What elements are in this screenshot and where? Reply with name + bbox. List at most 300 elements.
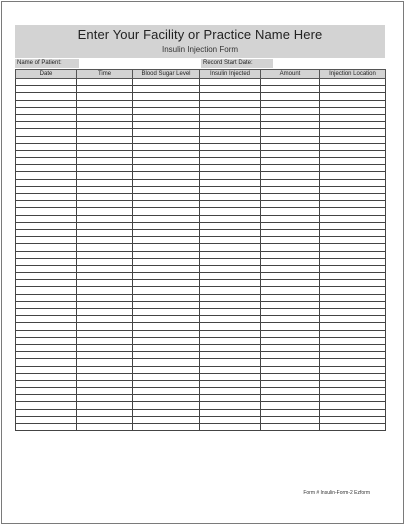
cell-insulin-injected[interactable]: [200, 416, 261, 423]
cell-time[interactable]: [77, 172, 133, 179]
cell-time[interactable]: [77, 215, 133, 222]
cell-insulin-injected[interactable]: [200, 93, 261, 100]
cell-amount[interactable]: [261, 301, 320, 308]
cell-injection-location[interactable]: [320, 344, 386, 351]
cell-time[interactable]: [77, 244, 133, 251]
table-header-row: [16, 70, 386, 79]
table-row: [16, 107, 386, 114]
cell-amount[interactable]: [261, 373, 320, 380]
cell-blood-sugar[interactable]: [133, 208, 200, 215]
cell-amount[interactable]: [261, 194, 320, 201]
cell-blood-sugar[interactable]: [133, 416, 200, 423]
cell-insulin-injected[interactable]: [200, 215, 261, 222]
cell-date[interactable]: [16, 100, 77, 107]
cell-date[interactable]: [16, 344, 77, 351]
cell-time[interactable]: [77, 222, 133, 229]
cell-amount[interactable]: [261, 352, 320, 359]
cell-blood-sugar[interactable]: [133, 287, 200, 294]
cell-time[interactable]: [77, 208, 133, 215]
cell-blood-sugar[interactable]: [133, 380, 200, 387]
cell-amount[interactable]: [261, 244, 320, 251]
cell-time[interactable]: [77, 265, 133, 272]
cell-injection-location[interactable]: [320, 215, 386, 222]
cell-insulin-injected[interactable]: [200, 287, 261, 294]
cell-time[interactable]: [77, 150, 133, 157]
cell-time[interactable]: [77, 201, 133, 208]
cell-time[interactable]: [77, 424, 133, 431]
cell-injection-location[interactable]: [320, 402, 386, 409]
cell-insulin-injected[interactable]: [200, 136, 261, 143]
cell-insulin-injected[interactable]: [200, 114, 261, 121]
cell-date[interactable]: [16, 316, 77, 323]
cell-injection-location[interactable]: [320, 388, 386, 395]
cell-amount[interactable]: [261, 309, 320, 316]
cell-date[interactable]: [16, 107, 77, 114]
cell-injection-location[interactable]: [320, 79, 386, 86]
cell-time[interactable]: [77, 251, 133, 258]
cell-amount[interactable]: [261, 100, 320, 107]
cell-time[interactable]: [77, 194, 133, 201]
cell-date[interactable]: [16, 258, 77, 265]
cell-amount[interactable]: [261, 201, 320, 208]
cell-amount[interactable]: [261, 280, 320, 287]
cell-amount[interactable]: [261, 258, 320, 265]
cell-amount[interactable]: [261, 273, 320, 280]
cell-injection-location[interactable]: [320, 265, 386, 272]
cell-injection-location[interactable]: [320, 208, 386, 215]
cell-amount[interactable]: [261, 323, 320, 330]
cell-amount[interactable]: [261, 165, 320, 172]
cell-injection-location[interactable]: [320, 301, 386, 308]
cell-insulin-injected[interactable]: [200, 395, 261, 402]
cell-time[interactable]: [77, 402, 133, 409]
cell-insulin-injected[interactable]: [200, 352, 261, 359]
cell-insulin-injected[interactable]: [200, 251, 261, 258]
cell-date[interactable]: [16, 416, 77, 423]
cell-amount[interactable]: [261, 215, 320, 222]
cell-time[interactable]: [77, 359, 133, 366]
cell-time[interactable]: [77, 294, 133, 301]
cell-injection-location[interactable]: [320, 366, 386, 373]
cell-injection-location[interactable]: [320, 359, 386, 366]
cell-blood-sugar[interactable]: [133, 150, 200, 157]
cell-date[interactable]: [16, 424, 77, 431]
cell-date[interactable]: [16, 129, 77, 136]
cell-blood-sugar[interactable]: [133, 352, 200, 359]
cell-insulin-injected[interactable]: [200, 373, 261, 380]
cell-time[interactable]: [77, 179, 133, 186]
cell-date[interactable]: [16, 280, 77, 287]
cell-amount[interactable]: [261, 359, 320, 366]
cell-time[interactable]: [77, 344, 133, 351]
cell-injection-location[interactable]: [320, 330, 386, 337]
cell-injection-location[interactable]: [320, 129, 386, 136]
cell-date[interactable]: [16, 395, 77, 402]
cell-injection-location[interactable]: [320, 251, 386, 258]
cell-insulin-injected[interactable]: [200, 122, 261, 129]
cell-date[interactable]: [16, 359, 77, 366]
cell-blood-sugar[interactable]: [133, 424, 200, 431]
cell-time[interactable]: [77, 229, 133, 236]
cell-date[interactable]: [16, 158, 77, 165]
cell-insulin-injected[interactable]: [200, 222, 261, 229]
cell-injection-location[interactable]: [320, 194, 386, 201]
cell-injection-location[interactable]: [320, 273, 386, 280]
cell-date[interactable]: [16, 215, 77, 222]
cell-amount[interactable]: [261, 424, 320, 431]
cell-blood-sugar[interactable]: [133, 301, 200, 308]
cell-insulin-injected[interactable]: [200, 366, 261, 373]
cell-amount[interactable]: [261, 186, 320, 193]
cell-blood-sugar[interactable]: [133, 237, 200, 244]
cell-insulin-injected[interactable]: [200, 107, 261, 114]
cell-blood-sugar[interactable]: [133, 129, 200, 136]
cell-injection-location[interactable]: [320, 158, 386, 165]
cell-time[interactable]: [77, 79, 133, 86]
cell-blood-sugar[interactable]: [133, 186, 200, 193]
cell-date[interactable]: [16, 143, 77, 150]
cell-injection-location[interactable]: [320, 287, 386, 294]
cell-injection-location[interactable]: [320, 165, 386, 172]
cell-amount[interactable]: [261, 294, 320, 301]
cell-blood-sugar[interactable]: [133, 337, 200, 344]
cell-time[interactable]: [77, 136, 133, 143]
cell-date[interactable]: [16, 172, 77, 179]
cell-insulin-injected[interactable]: [200, 323, 261, 330]
cell-insulin-injected[interactable]: [200, 150, 261, 157]
cell-injection-location[interactable]: [320, 352, 386, 359]
cell-injection-location[interactable]: [320, 258, 386, 265]
cell-blood-sugar[interactable]: [133, 309, 200, 316]
cell-blood-sugar[interactable]: [133, 373, 200, 380]
cell-blood-sugar[interactable]: [133, 366, 200, 373]
cell-date[interactable]: [16, 179, 77, 186]
cell-time[interactable]: [77, 165, 133, 172]
cell-time[interactable]: [77, 309, 133, 316]
cell-injection-location[interactable]: [320, 424, 386, 431]
cell-blood-sugar[interactable]: [133, 165, 200, 172]
cell-time[interactable]: [77, 122, 133, 129]
cell-amount[interactable]: [261, 316, 320, 323]
cell-blood-sugar[interactable]: [133, 280, 200, 287]
cell-injection-location[interactable]: [320, 100, 386, 107]
cell-amount[interactable]: [261, 229, 320, 236]
record-start-date-field[interactable]: [273, 59, 385, 68]
cell-injection-location[interactable]: [320, 244, 386, 251]
cell-injection-location[interactable]: [320, 316, 386, 323]
cell-blood-sugar[interactable]: [133, 114, 200, 121]
cell-insulin-injected[interactable]: [200, 86, 261, 93]
cell-insulin-injected[interactable]: [200, 79, 261, 86]
cell-date[interactable]: [16, 201, 77, 208]
cell-time[interactable]: [77, 93, 133, 100]
cell-blood-sugar[interactable]: [133, 265, 200, 272]
cell-blood-sugar[interactable]: [133, 172, 200, 179]
cell-insulin-injected[interactable]: [200, 402, 261, 409]
cell-insulin-injected[interactable]: [200, 294, 261, 301]
cell-time[interactable]: [77, 114, 133, 121]
cell-time[interactable]: [77, 409, 133, 416]
cell-date[interactable]: [16, 309, 77, 316]
cell-amount[interactable]: [261, 222, 320, 229]
cell-insulin-injected[interactable]: [200, 165, 261, 172]
cell-date[interactable]: [16, 93, 77, 100]
cell-blood-sugar[interactable]: [133, 215, 200, 222]
cell-insulin-injected[interactable]: [200, 194, 261, 201]
cell-insulin-injected[interactable]: [200, 129, 261, 136]
cell-injection-location[interactable]: [320, 373, 386, 380]
cell-amount[interactable]: [261, 337, 320, 344]
cell-date[interactable]: [16, 373, 77, 380]
cell-injection-location[interactable]: [320, 337, 386, 344]
cell-amount[interactable]: [261, 395, 320, 402]
cell-blood-sugar[interactable]: [133, 79, 200, 86]
cell-date[interactable]: [16, 330, 77, 337]
cell-insulin-injected[interactable]: [200, 172, 261, 179]
cell-time[interactable]: [77, 416, 133, 423]
cell-blood-sugar[interactable]: [133, 107, 200, 114]
cell-blood-sugar[interactable]: [133, 143, 200, 150]
cell-amount[interactable]: [261, 388, 320, 395]
cell-injection-location[interactable]: [320, 409, 386, 416]
cell-insulin-injected[interactable]: [200, 424, 261, 431]
cell-date[interactable]: [16, 409, 77, 416]
cell-blood-sugar[interactable]: [133, 201, 200, 208]
cell-injection-location[interactable]: [320, 143, 386, 150]
cell-blood-sugar[interactable]: [133, 86, 200, 93]
cell-blood-sugar[interactable]: [133, 179, 200, 186]
cell-injection-location[interactable]: [320, 136, 386, 143]
cell-injection-location[interactable]: [320, 201, 386, 208]
cell-amount[interactable]: [261, 172, 320, 179]
cell-date[interactable]: [16, 265, 77, 272]
cell-amount[interactable]: [261, 366, 320, 373]
cell-time[interactable]: [77, 366, 133, 373]
cell-insulin-injected[interactable]: [200, 273, 261, 280]
cell-time[interactable]: [77, 337, 133, 344]
cell-amount[interactable]: [261, 93, 320, 100]
cell-time[interactable]: [77, 388, 133, 395]
cell-blood-sugar[interactable]: [133, 388, 200, 395]
cell-amount[interactable]: [261, 86, 320, 93]
cell-amount[interactable]: [261, 237, 320, 244]
cell-time[interactable]: [77, 258, 133, 265]
cell-injection-location[interactable]: [320, 150, 386, 157]
cell-date[interactable]: [16, 165, 77, 172]
cell-blood-sugar[interactable]: [133, 100, 200, 107]
cell-time[interactable]: [77, 395, 133, 402]
cell-blood-sugar[interactable]: [133, 294, 200, 301]
cell-blood-sugar[interactable]: [133, 330, 200, 337]
cell-amount[interactable]: [261, 208, 320, 215]
cell-insulin-injected[interactable]: [200, 388, 261, 395]
cell-amount[interactable]: [261, 402, 320, 409]
cell-blood-sugar[interactable]: [133, 229, 200, 236]
cell-insulin-injected[interactable]: [200, 316, 261, 323]
cell-time[interactable]: [77, 186, 133, 193]
cell-date[interactable]: [16, 208, 77, 215]
cell-blood-sugar[interactable]: [133, 244, 200, 251]
cell-injection-location[interactable]: [320, 172, 386, 179]
cell-time[interactable]: [77, 237, 133, 244]
cell-insulin-injected[interactable]: [200, 344, 261, 351]
cell-time[interactable]: [77, 330, 133, 337]
cell-insulin-injected[interactable]: [200, 201, 261, 208]
cell-blood-sugar[interactable]: [133, 258, 200, 265]
cell-date[interactable]: [16, 237, 77, 244]
cell-blood-sugar[interactable]: [133, 323, 200, 330]
cell-date[interactable]: [16, 301, 77, 308]
cell-injection-location[interactable]: [320, 280, 386, 287]
cell-amount[interactable]: [261, 150, 320, 157]
cell-amount[interactable]: [261, 380, 320, 387]
cell-blood-sugar[interactable]: [133, 344, 200, 351]
cell-date[interactable]: [16, 229, 77, 236]
cell-injection-location[interactable]: [320, 380, 386, 387]
cell-amount[interactable]: [261, 136, 320, 143]
cell-blood-sugar[interactable]: [133, 409, 200, 416]
cell-insulin-injected[interactable]: [200, 237, 261, 244]
cell-time[interactable]: [77, 352, 133, 359]
cell-injection-location[interactable]: [320, 122, 386, 129]
cell-amount[interactable]: [261, 179, 320, 186]
cell-date[interactable]: [16, 352, 77, 359]
cell-insulin-injected[interactable]: [200, 265, 261, 272]
cell-insulin-injected[interactable]: [200, 143, 261, 150]
cell-time[interactable]: [77, 323, 133, 330]
cell-injection-location[interactable]: [320, 416, 386, 423]
cell-amount[interactable]: [261, 122, 320, 129]
cell-blood-sugar[interactable]: [133, 316, 200, 323]
cell-time[interactable]: [77, 316, 133, 323]
cell-insulin-injected[interactable]: [200, 409, 261, 416]
cell-date[interactable]: [16, 222, 77, 229]
cell-injection-location[interactable]: [320, 107, 386, 114]
cell-amount[interactable]: [261, 409, 320, 416]
cell-blood-sugar[interactable]: [133, 122, 200, 129]
cell-insulin-injected[interactable]: [200, 337, 261, 344]
cell-blood-sugar[interactable]: [133, 251, 200, 258]
cell-time[interactable]: [77, 373, 133, 380]
cell-insulin-injected[interactable]: [200, 258, 261, 265]
cell-insulin-injected[interactable]: [200, 186, 261, 193]
cell-date[interactable]: [16, 79, 77, 86]
cell-blood-sugar[interactable]: [133, 222, 200, 229]
cell-date[interactable]: [16, 287, 77, 294]
cell-insulin-injected[interactable]: [200, 244, 261, 251]
cell-insulin-injected[interactable]: [200, 179, 261, 186]
cell-date[interactable]: [16, 294, 77, 301]
cell-time[interactable]: [77, 107, 133, 114]
cell-amount[interactable]: [261, 344, 320, 351]
cell-injection-location[interactable]: [320, 86, 386, 93]
cell-date[interactable]: [16, 194, 77, 201]
cell-injection-location[interactable]: [320, 229, 386, 236]
cell-date[interactable]: [16, 323, 77, 330]
cell-amount[interactable]: [261, 129, 320, 136]
cell-date[interactable]: [16, 186, 77, 193]
cell-amount[interactable]: [261, 265, 320, 272]
cell-date[interactable]: [16, 136, 77, 143]
cell-blood-sugar[interactable]: [133, 359, 200, 366]
cell-time[interactable]: [77, 273, 133, 280]
cell-blood-sugar[interactable]: [133, 402, 200, 409]
cell-injection-location[interactable]: [320, 186, 386, 193]
cell-insulin-injected[interactable]: [200, 359, 261, 366]
cell-insulin-injected[interactable]: [200, 309, 261, 316]
cell-date[interactable]: [16, 402, 77, 409]
cell-amount[interactable]: [261, 416, 320, 423]
cell-date[interactable]: [16, 244, 77, 251]
cell-blood-sugar[interactable]: [133, 158, 200, 165]
cell-time[interactable]: [77, 380, 133, 387]
cell-date[interactable]: [16, 122, 77, 129]
cell-insulin-injected[interactable]: [200, 100, 261, 107]
cell-date[interactable]: [16, 337, 77, 344]
cell-injection-location[interactable]: [320, 323, 386, 330]
cell-blood-sugar[interactable]: [133, 93, 200, 100]
cell-time[interactable]: [77, 129, 133, 136]
patient-name-field[interactable]: [79, 59, 199, 68]
cell-date[interactable]: [16, 366, 77, 373]
cell-date[interactable]: [16, 114, 77, 121]
cell-insulin-injected[interactable]: [200, 229, 261, 236]
cell-insulin-injected[interactable]: [200, 301, 261, 308]
cell-date[interactable]: [16, 273, 77, 280]
cell-date[interactable]: [16, 150, 77, 157]
cell-amount[interactable]: [261, 143, 320, 150]
cell-date[interactable]: [16, 380, 77, 387]
cell-injection-location[interactable]: [320, 93, 386, 100]
cell-insulin-injected[interactable]: [200, 280, 261, 287]
cell-injection-location[interactable]: [320, 309, 386, 316]
cell-amount[interactable]: [261, 79, 320, 86]
cell-injection-location[interactable]: [320, 395, 386, 402]
cell-injection-location[interactable]: [320, 237, 386, 244]
cell-blood-sugar[interactable]: [133, 395, 200, 402]
cell-insulin-injected[interactable]: [200, 380, 261, 387]
cell-time[interactable]: [77, 143, 133, 150]
cell-insulin-injected[interactable]: [200, 330, 261, 337]
cell-amount[interactable]: [261, 114, 320, 121]
table-row: [16, 129, 386, 136]
cell-blood-sugar[interactable]: [133, 273, 200, 280]
cell-time[interactable]: [77, 100, 133, 107]
cell-amount[interactable]: [261, 158, 320, 165]
cell-insulin-injected[interactable]: [200, 158, 261, 165]
cell-amount[interactable]: [261, 330, 320, 337]
cell-time[interactable]: [77, 301, 133, 308]
cell-injection-location[interactable]: [320, 114, 386, 121]
cell-injection-location[interactable]: [320, 179, 386, 186]
cell-date[interactable]: [16, 86, 77, 93]
cell-date[interactable]: [16, 388, 77, 395]
cell-injection-location[interactable]: [320, 222, 386, 229]
cell-blood-sugar[interactable]: [133, 194, 200, 201]
cell-amount[interactable]: [261, 287, 320, 294]
cell-time[interactable]: [77, 287, 133, 294]
cell-time[interactable]: [77, 158, 133, 165]
table-row: [16, 114, 386, 121]
cell-date[interactable]: [16, 251, 77, 258]
cell-injection-location[interactable]: [320, 294, 386, 301]
cell-insulin-injected[interactable]: [200, 208, 261, 215]
cell-blood-sugar[interactable]: [133, 136, 200, 143]
cell-amount[interactable]: [261, 251, 320, 258]
cell-time[interactable]: [77, 280, 133, 287]
cell-amount[interactable]: [261, 107, 320, 114]
cell-time[interactable]: [77, 86, 133, 93]
